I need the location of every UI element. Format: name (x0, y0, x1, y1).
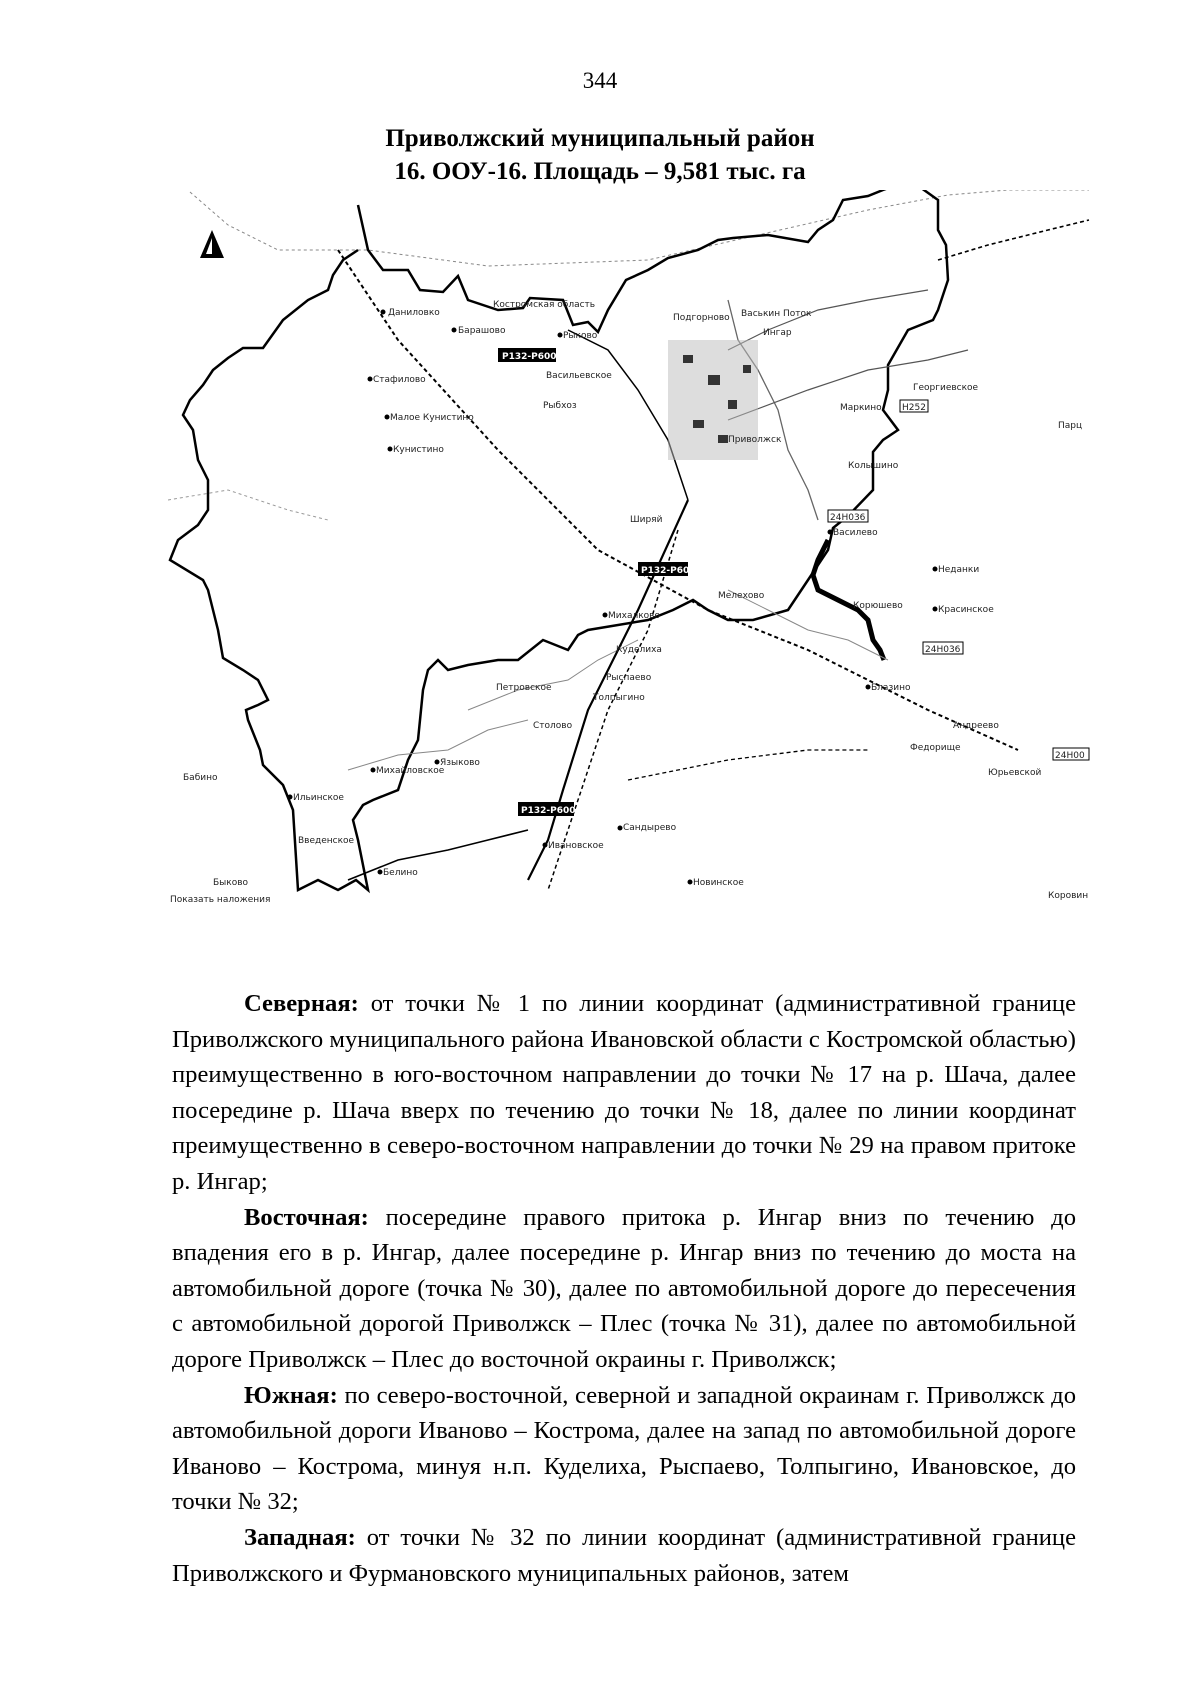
svg-text:Н252: Н252 (902, 403, 926, 413)
place-label: Барашово (458, 326, 506, 336)
place-label: Даниловко (388, 308, 440, 318)
place-label: Михалково (608, 611, 660, 621)
map-footer-label: Показать наложения (170, 895, 271, 905)
place-label: Рыспаево (606, 673, 652, 683)
section-heading: Северная: (244, 990, 359, 1017)
place-label: Куделиха (616, 645, 662, 655)
place-labels (170, 300, 1088, 905)
place-label: Петровское (496, 683, 552, 693)
place-label: Сандырево (623, 823, 677, 833)
road-badge (518, 802, 576, 816)
place-label: Кунистино (393, 445, 444, 455)
place-label: Малое Кунистино (390, 413, 474, 423)
svg-text:24Н036: 24Н036 (830, 513, 866, 523)
svg-text:Р132-Р600: Р132-Р600 (641, 566, 696, 576)
place-label: Языково (440, 758, 480, 768)
place-label: Красинское (938, 605, 994, 615)
svg-text:Р132-Р600: Р132-Р600 (502, 352, 557, 362)
place-label: Парц (1058, 421, 1083, 431)
svg-text:24Н036: 24Н036 (925, 645, 961, 655)
district-outline (170, 190, 948, 890)
place-label: Мелехово (718, 591, 765, 601)
district-map (168, 190, 1090, 980)
place-label: Маркино (840, 403, 882, 413)
place-label: Ивановское (548, 841, 604, 851)
road-badge (828, 510, 868, 523)
place-label: Васильевское (546, 371, 612, 381)
place-label: Федорище (910, 743, 961, 753)
section-text: от точки № 1 по линии координат (административной границе Приволжского муниципального района Ивановской области с Костромской областью) преимущественно в юго-восточном направлении до точки № 17 на р. Шача, далее посередине р. Шача вверх по течению до точки № 18, далее по линии координат преимущественно в северо-восточном направлении до точки № 29 на правом притоке р. Ингар; (172, 990, 1076, 1195)
section-heading: Восточная: (244, 1203, 369, 1231)
road-badge (638, 562, 696, 576)
place-label: Михайловское (376, 766, 445, 776)
place-label: Георгиевское (913, 383, 979, 393)
place-label: Блазино (871, 683, 911, 693)
region-label: Костромская область (493, 300, 596, 310)
section-west (172, 1520, 1076, 1591)
section-text: от точки № 32 по линии координат (административной границе Приволжского и Фурмановского муниципальных районов, затем (172, 1523, 1076, 1587)
place-label: Коровин (1048, 891, 1089, 901)
page-number: 344 (582, 68, 618, 93)
place-label: Быково (213, 878, 249, 888)
place-label: Бабино (183, 773, 218, 783)
section-heading: Западная: (244, 1523, 356, 1551)
place-label: Подгорново (673, 313, 730, 323)
place-label: Колышино (848, 461, 899, 471)
page-subtitle: 16. ООУ-16. Площадь – 9,581 тыс. га (394, 158, 806, 185)
place-label: Новинское (693, 878, 744, 888)
section-south (172, 1378, 1076, 1520)
railway-south (548, 530, 678, 890)
settlement-dots (288, 310, 938, 885)
place-label: Ингар (763, 328, 792, 338)
place-label: Приволжск (728, 435, 782, 445)
place-label: Корюшево (853, 601, 903, 611)
place-label: Рыбхоз (543, 401, 577, 411)
road-badge (498, 348, 557, 362)
place-label: Стафилово (373, 375, 426, 385)
place-label: Толпыгино (593, 693, 645, 703)
place-label: Столово (533, 721, 573, 731)
road-badge (900, 400, 928, 413)
district-map-svg (168, 190, 1090, 980)
road-secondary (348, 830, 528, 880)
road-badge (923, 642, 963, 655)
region-boundary-west (168, 490, 328, 520)
place-label: Введенское (298, 836, 355, 846)
svg-text:24Н00: 24Н00 (1055, 751, 1085, 761)
section-text: по северо-восточной, северной и западной окраинам г. Приволжск до автомобильной дороги Иваново – Кострома, далее на запад по автомобильной дороге Иваново – Кострома, минуя н.п. Куделиха, Рыспаево, Толпыгино, Ивановское, до точки № 32; (172, 1381, 1076, 1516)
railway-east (938, 220, 1089, 260)
place-label: Андреево (953, 721, 999, 731)
section-north (172, 986, 1076, 1200)
railway (338, 250, 1018, 750)
section-text: посередине правого притока р. Ингар вниз по течению до впадения его в р. Ингар, далее посередине р. Ингар вниз по течению до моста на автомобильной дороге (точка № 30), далее по автомобильной дороге до пересечения с автомобильной дорогой Приволжск – Плес (точка № 31), далее по автомобильной дороге Приволжск – Плес до восточной окраины г. Приволжск; (172, 1203, 1076, 1373)
boundary-description (172, 986, 1076, 1591)
page-title: Приволжский муниципальный район (385, 125, 815, 152)
place-label: Юрьевской (988, 768, 1042, 778)
place-label: Ильинское (293, 793, 344, 803)
place-label: Белино (383, 868, 418, 878)
place-label: Василево (833, 528, 878, 538)
road-badge (1053, 748, 1089, 761)
place-label: Рыково (563, 331, 598, 341)
svg-text:Р132-Р600: Р132-Р600 (521, 806, 576, 816)
section-east (172, 1200, 1076, 1378)
section-heading: Южная: (244, 1381, 338, 1409)
place-label: Ширяй (630, 515, 663, 525)
place-label: Васькин Поток (741, 309, 812, 319)
railway-south-east (628, 750, 868, 780)
place-label: Неданки (938, 565, 980, 575)
